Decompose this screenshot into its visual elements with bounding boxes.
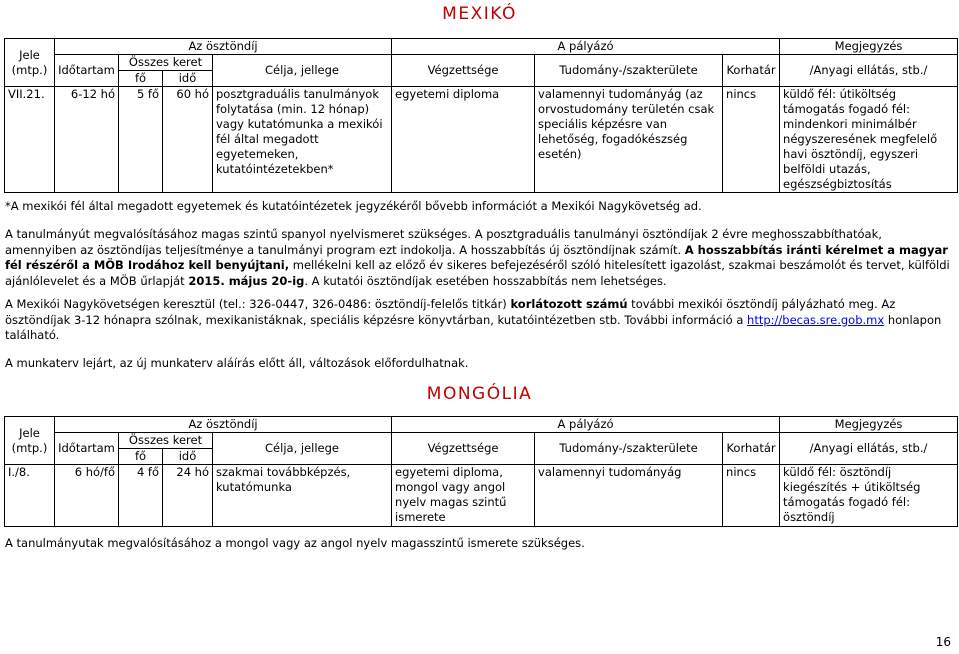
text-span: mellékelni kell az előző év sikeres befejezéséről szóló hitelesített igazolást, szakmai beszámolót és tervet, külföldi ajánlólevelet és a MÖB űrlapját bbox=[5, 258, 950, 288]
cell-celja: szakmai továbbképzés, kutatómunka bbox=[213, 465, 392, 527]
cell-idotartam: 6 hó/fő bbox=[55, 465, 119, 527]
cell-korhatar: nincs bbox=[723, 465, 780, 527]
cell-vegzettsege: egyetemi diploma, mongol vagy angol nyelv magas szintű ismerete bbox=[392, 465, 535, 527]
mexico-paragraph-embassy bbox=[5, 297, 951, 344]
becas-link[interactable]: http://becas.sre.gob.mx bbox=[747, 312, 885, 327]
header-ido: idő bbox=[163, 449, 213, 465]
header-anyagi: /Anyagi ellátás, stb./ bbox=[780, 55, 958, 87]
header-jele: Jele (mtp.) bbox=[5, 39, 55, 87]
text-span: . A kutatói ösztöndíjak esetében hosszabbítás nem lehetséges. bbox=[304, 273, 667, 288]
header-group-palyazo: A pályázó bbox=[392, 39, 780, 55]
header-group-osztondij: Az ösztöndíj bbox=[55, 417, 392, 433]
header-idotartam: Időtartam bbox=[55, 55, 119, 87]
cell-ido: 24 hó bbox=[163, 465, 213, 527]
cell-ido: 60 hó bbox=[163, 87, 213, 193]
cell-tudomany: valamennyi tudományág (az orvostudomány területén csak speciális képzésre van lehetőség, fogadókészség esetén) bbox=[535, 87, 723, 193]
cell-vegzettsege: egyetemi diploma bbox=[392, 87, 535, 193]
header-jele: Jele (mtp.) bbox=[5, 417, 55, 465]
cell-jele: VII.21. bbox=[5, 87, 55, 193]
header-tudomany: Tudomány-/szakterülete bbox=[535, 55, 723, 87]
mexico-paragraph-workplan: A munkaterv lejárt, az új munkaterv aláírás előtt áll, változások előfordulhatnak. bbox=[5, 356, 469, 370]
cell-anyagi: küldő fél: útiköltség támogatás fogadó fél: mindenkori minimálbér négyszeresének megfelelő havi ösztöndíj, egyszeri belföldi utazás, egészségbiztosítás bbox=[780, 87, 958, 193]
text-span: A tanulmányút megvalósításához magas szintű spanyol nyelvismeret szükséges. A posztgraduális tanulmányi ösztöndíjak 2 évre meghosszabbíthatóak, amennyiben az ösztöndíjas teljesítménye a tanulmányi program ezt indokolja. A hosszabbítás új ösztöndíjnak számít. bbox=[5, 227, 882, 257]
mexico-table bbox=[4, 38, 958, 193]
cell-celja: posztgraduális tanulmányok folytatása (min. 12 hónap) vagy kutatómunka a mexikói fél által megadott egyetemeken, kutatóintézetekben* bbox=[213, 87, 392, 193]
header-anyagi: /Anyagi ellátás, stb./ bbox=[780, 433, 958, 465]
cell-tudomany: valamennyi tudományág bbox=[535, 465, 723, 527]
bold-span: A hosszabbítás iránti kérelmet a magyar fél részéről a MÖB Irodához kell benyújtani, bbox=[5, 242, 948, 272]
deadline-bold: 2015. május 20-ig bbox=[188, 273, 305, 288]
header-osszes-keret: Összes keret bbox=[119, 433, 213, 449]
mexico-footnote: *A mexikói fél által megadott egyetemek és kutatóintézetek jegyzékéről bővebb információt a Mexikói Nagykövetség ad. bbox=[5, 199, 702, 213]
header-group-osztondij: Az ösztöndíj bbox=[55, 39, 392, 55]
header-vegzettsege: Végzettsége bbox=[392, 433, 535, 465]
mongolia-title: MONGÓLIA bbox=[426, 384, 533, 404]
header-celja: Célja, jellege bbox=[213, 55, 392, 87]
mongolia-note: A tanulmányutak megvalósításához a mongol vagy az angol nyelv magasszintű ismerete szükséges. bbox=[5, 536, 585, 550]
header-fo: fő bbox=[119, 71, 163, 87]
cell-idotartam: 6-12 hó bbox=[55, 87, 119, 193]
header-group-megjegyzes: Megjegyzés bbox=[780, 39, 958, 55]
header-tudomany: Tudomány-/szakterülete bbox=[535, 433, 723, 465]
mongolia-table bbox=[4, 416, 958, 527]
mexico-paragraph-extension bbox=[5, 227, 951, 289]
header-fo: fő bbox=[119, 449, 163, 465]
cell-anyagi: küldő fél: ösztöndíj kiegészítés + útiköltség támogatás fogadó fél: ösztöndíj bbox=[780, 465, 958, 527]
header-vegzettsege: Végzettsége bbox=[392, 55, 535, 87]
header-group-palyazo: A pályázó bbox=[392, 417, 780, 433]
bold-span: korlátozott számú bbox=[510, 297, 628, 311]
mexico-title: MEXIKÓ bbox=[442, 4, 517, 24]
header-korhatar: Korhatár bbox=[723, 55, 780, 87]
text-span: honlapon található. bbox=[5, 312, 942, 342]
header-korhatar: Korhatár bbox=[723, 433, 780, 465]
header-osszes-keret: Összes keret bbox=[119, 55, 213, 71]
page-number: 16 bbox=[935, 635, 951, 649]
cell-jele: I./8. bbox=[5, 465, 55, 527]
table-row bbox=[5, 87, 958, 193]
text-span: A Mexikói Nagykövetségen keresztül (tel.: 326-0447, 326-0486: ösztöndíj-felelős titkár) bbox=[5, 297, 511, 311]
text-span: további mexikói ösztöndíj pályázható meg. Az ösztöndíjak 3-12 hónapra szólnak, mexikanistáknak, speciális képzésre könyvtárban, kutatóintézetben stb. További információ a bbox=[5, 297, 896, 327]
header-celja: Célja, jellege bbox=[213, 433, 392, 465]
cell-fo: 4 fő bbox=[119, 465, 163, 527]
cell-fo: 5 fő bbox=[119, 87, 163, 193]
cell-korhatar: nincs bbox=[723, 87, 780, 193]
table-row bbox=[5, 465, 958, 527]
header-idotartam: Időtartam bbox=[55, 433, 119, 465]
header-group-megjegyzes: Megjegyzés bbox=[780, 417, 958, 433]
header-ido: idő bbox=[163, 71, 213, 87]
